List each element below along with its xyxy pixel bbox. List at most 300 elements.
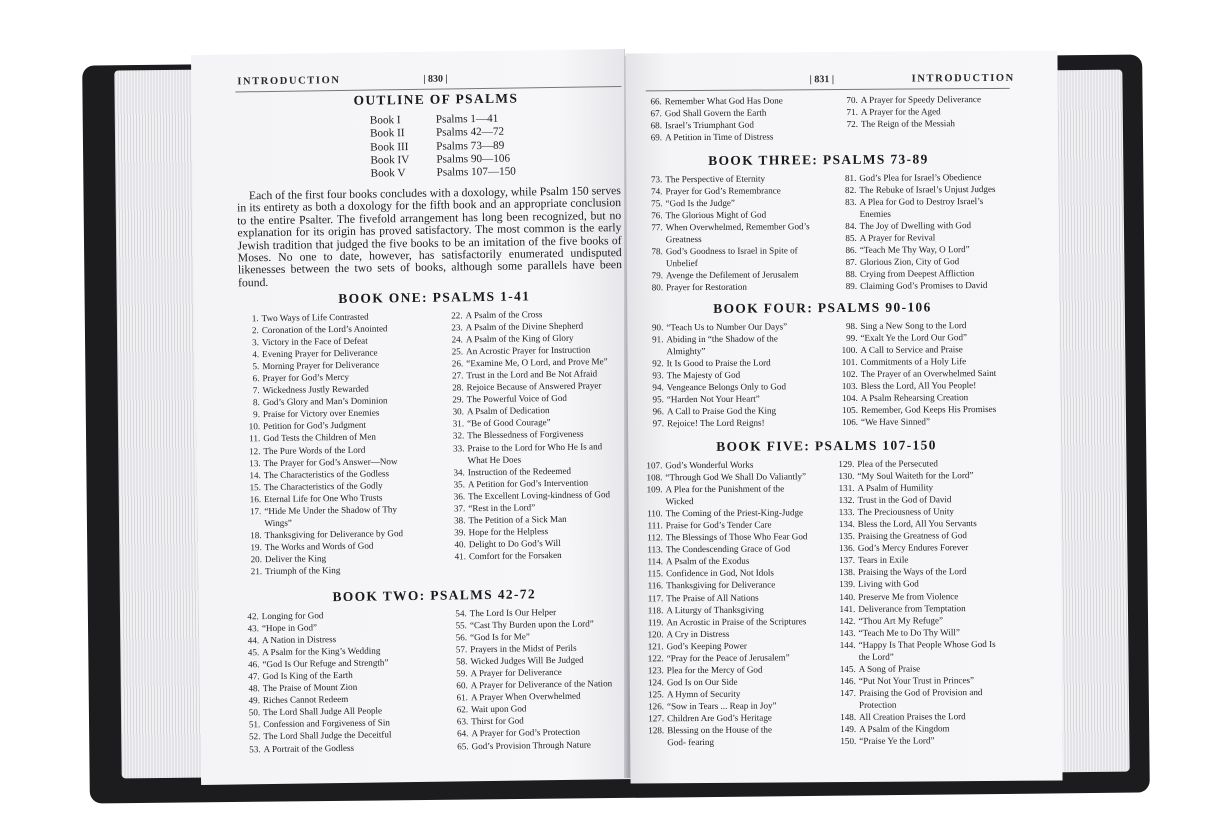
psalm-number: 42. bbox=[247, 611, 259, 622]
psalm-title-continuation: Greatness bbox=[665, 234, 702, 245]
psalm-number: 51. bbox=[248, 719, 261, 730]
psalm-number: 39. bbox=[454, 527, 466, 538]
book-three-col1 bbox=[642, 172, 810, 294]
psalm-title: An Acrostic Prayer for Instruction bbox=[466, 344, 591, 357]
psalm-title: God’s Glory and Man’s Dominion bbox=[262, 395, 388, 408]
psalm-title: Praise for God’s Tender Care bbox=[665, 519, 772, 531]
psalm-number: 101. bbox=[841, 357, 858, 368]
psalm-number: 134. bbox=[838, 519, 855, 530]
psalm-title: The Coming of the Priest-King-Judge bbox=[665, 507, 804, 519]
psalm-number: 87. bbox=[845, 257, 857, 268]
list-item bbox=[446, 548, 611, 562]
psalm-title: God Shall Govern the Earth bbox=[664, 107, 767, 119]
list-item bbox=[838, 379, 997, 392]
list-item bbox=[644, 369, 788, 382]
psalm-number: 33. bbox=[452, 442, 465, 453]
list-item bbox=[242, 527, 404, 541]
outline-table bbox=[370, 113, 516, 182]
outline-range: Psalms 107—150 bbox=[436, 165, 516, 179]
psalm-number: 138. bbox=[839, 567, 856, 578]
psalm-title: “Teach Us to Number Our Days” bbox=[666, 321, 788, 333]
psalm-title: Tears in Exile bbox=[857, 554, 909, 566]
psalm-title: The Petition of a Sick Man bbox=[468, 513, 567, 526]
outline-range: Psalms 73—89 bbox=[436, 139, 505, 153]
psalm-title: A Psalm of Humility bbox=[857, 482, 934, 494]
outline-book: Book II bbox=[369, 127, 405, 140]
psalm-title: Abiding in “the Shadow of the bbox=[666, 333, 778, 345]
psalm-number: 76. bbox=[651, 210, 663, 221]
psalm-number: 94. bbox=[652, 382, 664, 393]
psalm-number: 66. bbox=[650, 96, 662, 107]
psalm-title: “Exalt Ye the Lord Our God” bbox=[860, 332, 968, 343]
psalm-number: 62. bbox=[456, 704, 469, 715]
continued-col2 bbox=[838, 93, 981, 130]
list-item bbox=[837, 343, 996, 356]
psalm-number: 83. bbox=[845, 197, 857, 208]
psalm-number: 86. bbox=[845, 245, 857, 256]
psalm-title: All Creation Praises the Lord bbox=[859, 711, 966, 722]
list-item bbox=[838, 105, 981, 118]
psalm-title: The Works and Words of God bbox=[264, 540, 374, 552]
book-two-heading: BOOK TWO: PSALMS 42-72 bbox=[332, 586, 537, 605]
psalm-title: The Rebuke of Israel’s Unjust Judges bbox=[859, 183, 996, 195]
psalm-title: God Is King of the Earth bbox=[262, 670, 353, 682]
psalm-number: 7. bbox=[252, 385, 260, 396]
list-item bbox=[449, 738, 614, 752]
psalm-title: Wickedness Justly Rewarded bbox=[262, 383, 369, 396]
psalm-title: Thanksgiving for Deliverance bbox=[666, 579, 776, 591]
list-item bbox=[643, 245, 810, 258]
psalm-title: Praising the Ways of the Lord bbox=[858, 566, 967, 578]
psalm-number: 9. bbox=[253, 409, 261, 420]
list-item bbox=[642, 119, 783, 132]
psalm-title: A Call to Service and Praise bbox=[860, 344, 963, 355]
book-five-col2 bbox=[828, 457, 996, 747]
psalm-number: 131. bbox=[838, 483, 855, 494]
book-three-col2 bbox=[836, 171, 996, 293]
psalm-title-continuation: God- fearing bbox=[667, 736, 715, 748]
psalm-number: 6. bbox=[252, 373, 260, 384]
psalm-number: 144. bbox=[839, 639, 856, 650]
psalm-number: 133. bbox=[838, 507, 855, 518]
psalm-title: Living with God bbox=[858, 578, 919, 590]
outline-book: Book I bbox=[369, 114, 401, 127]
psalm-title: “Teach Me to Do Thy Will” bbox=[858, 626, 960, 638]
psalm-title: “My Soul Waiteth for the Lord” bbox=[857, 470, 974, 481]
psalm-number: 89. bbox=[845, 281, 858, 292]
psalm-title: Victory in the Face of Defeat bbox=[261, 335, 368, 348]
psalm-number: 109. bbox=[646, 484, 663, 495]
psalm-number: 58. bbox=[455, 656, 468, 667]
list-item bbox=[636, 482, 807, 495]
psalm-title: Wicked Judges Will Be Judged bbox=[470, 654, 584, 667]
psalm-number: 45. bbox=[247, 647, 260, 658]
psalm-title: “Pray for the Peace of Jerusalem” bbox=[666, 652, 790, 663]
psalm-title: A Petition for God’s Intervention bbox=[467, 477, 589, 489]
psalm-title: A Hymn of Security bbox=[666, 688, 741, 700]
psalm-number: 61. bbox=[456, 692, 468, 703]
psalm-number: 114. bbox=[647, 556, 664, 567]
list-item bbox=[830, 686, 996, 699]
psalm-number: 95. bbox=[652, 394, 664, 405]
psalm-number: 104. bbox=[841, 393, 858, 404]
running-head: INTRODUCTION bbox=[911, 72, 1015, 85]
psalm-number: 110. bbox=[647, 508, 663, 519]
header-rule bbox=[646, 88, 1010, 92]
psalm-number: 55. bbox=[455, 620, 467, 631]
psalm-number: 85. bbox=[845, 233, 857, 244]
list-item bbox=[830, 710, 996, 723]
left-page bbox=[191, 49, 635, 785]
book-three-heading: BOOK THREE: PSALMS 73-89 bbox=[708, 151, 929, 168]
outline-range: Psalms 42—72 bbox=[435, 125, 505, 139]
psalm-title-continuation: the Lord” bbox=[858, 651, 894, 662]
psalm-title: A Psalm of the Kingdom bbox=[859, 723, 950, 734]
psalm-number: 107. bbox=[646, 460, 663, 471]
psalm-title: “Be of Good Courage” bbox=[467, 417, 551, 429]
psalm-title: The Prayer of an Overwhelmed Saint bbox=[860, 368, 997, 380]
psalm-number: 37. bbox=[453, 503, 466, 514]
page-number: | 831 | bbox=[809, 74, 835, 86]
psalm-number: 125. bbox=[647, 689, 664, 700]
psalm-number: 17. bbox=[249, 505, 262, 517]
psalm-title: “Examine Me, O Lord, and Prove Me” bbox=[466, 356, 608, 369]
psalm-title: The Excellent Loving-kindness of God bbox=[468, 488, 611, 501]
psalm-title: God’s Mercy Endures Forever bbox=[857, 542, 969, 554]
list-item bbox=[644, 405, 788, 418]
psalm-title: Two Ways of Life Contrasted bbox=[261, 311, 369, 324]
psalm-number: 139. bbox=[839, 579, 856, 590]
psalm-title: “Hope in God” bbox=[261, 622, 318, 634]
psalm-title: Eternal Life for One Who Trusts bbox=[264, 492, 383, 504]
psalm-title: Thanksgiving for Deliverance by God bbox=[264, 527, 404, 540]
list-item bbox=[241, 741, 392, 755]
psalm-number: 38. bbox=[454, 515, 466, 526]
psalm-number: 4. bbox=[252, 349, 260, 360]
list-item bbox=[837, 219, 996, 232]
psalm-number: 90. bbox=[651, 322, 664, 333]
psalm-number: 149. bbox=[840, 723, 857, 735]
list-item bbox=[838, 403, 997, 416]
psalm-title: Plea for the Mercy of God bbox=[666, 664, 763, 676]
psalm-number: 106. bbox=[842, 417, 859, 428]
psalm-title: A Psalm of the Divine Shepherd bbox=[465, 320, 584, 333]
list-item bbox=[830, 638, 996, 651]
psalm-title: Confession and Forgiveness of Sin bbox=[263, 717, 390, 730]
psalm-number: 1. bbox=[251, 313, 259, 324]
psalm-number: 49. bbox=[248, 695, 261, 706]
psalm-title: The Praise of All Nations bbox=[666, 592, 759, 603]
list-item bbox=[830, 722, 996, 735]
psalm-title: The Prayer for God’s Answer—Now bbox=[263, 455, 398, 468]
psalm-number: 118. bbox=[647, 604, 664, 615]
psalm-title: Prayer for Restoration bbox=[666, 282, 747, 293]
psalm-number: 32. bbox=[452, 430, 465, 441]
psalm-title: Instruction of the Redeemed bbox=[467, 465, 572, 477]
list-item bbox=[828, 469, 994, 482]
psalm-number: 122. bbox=[647, 653, 664, 664]
list-item bbox=[444, 440, 609, 454]
psalm-number: 68. bbox=[650, 120, 662, 131]
psalm-number: 132. bbox=[838, 495, 855, 506]
psalm-title: Children Are God’s Heritage bbox=[667, 712, 772, 724]
psalm-number: 28. bbox=[452, 382, 464, 393]
list-item bbox=[643, 220, 810, 233]
psalm-number: 57. bbox=[455, 644, 468, 655]
list-item bbox=[643, 332, 787, 345]
list-item bbox=[642, 106, 783, 119]
psalm-number: 63. bbox=[456, 716, 469, 727]
psalm-number: 126. bbox=[648, 701, 665, 712]
list-item bbox=[644, 417, 788, 430]
psalm-title: The Blessings of Those Who Fear God bbox=[665, 531, 808, 543]
psalm-number: 141. bbox=[839, 603, 856, 614]
list-item bbox=[836, 183, 995, 196]
psalm-number: 41. bbox=[454, 551, 467, 562]
psalm-title: Praising the God of Provision and bbox=[858, 686, 983, 698]
psalm-title: A Psalm of the King of Glory bbox=[465, 332, 574, 345]
psalm-title: Riches Cannot Redeem bbox=[262, 694, 349, 706]
psalm-title: Bless the Lord, All You People! bbox=[860, 380, 977, 392]
psalm-number: 40. bbox=[454, 539, 466, 550]
psalm-number: 99. bbox=[846, 332, 858, 344]
psalm-title: The Lord Shall Judge All People bbox=[263, 705, 383, 718]
psalm-title: The Pure Words of the Lord bbox=[263, 444, 366, 456]
list-item bbox=[837, 279, 996, 292]
psalm-number: 92. bbox=[652, 358, 664, 369]
psalm-title-continuation: Protection bbox=[858, 699, 897, 710]
outline-title: OUTLINE OF PSALMS bbox=[353, 90, 519, 108]
outline-book: Book V bbox=[370, 167, 406, 180]
psalm-number: 2. bbox=[251, 325, 259, 336]
list-item bbox=[830, 674, 996, 687]
psalm-number: 119. bbox=[647, 616, 664, 627]
psalm-number: 13. bbox=[249, 457, 261, 468]
psalm-number: 53. bbox=[249, 743, 261, 754]
psalm-title: Commitments of a Holy Life bbox=[860, 356, 967, 368]
outline-book: Book IV bbox=[370, 153, 410, 167]
psalm-number: 136. bbox=[838, 543, 855, 554]
psalm-title: Coronation of the Lord’s Anointed bbox=[261, 323, 388, 336]
book-two-col2 bbox=[447, 605, 613, 752]
psalm-title: Rejoice Because of Answered Prayer bbox=[466, 380, 602, 393]
psalm-title: A Petition in Time of Distress bbox=[665, 131, 774, 143]
psalm-title: The Majesty of God bbox=[666, 369, 741, 381]
list-item bbox=[838, 391, 997, 404]
psalm-title: It Is Good to Praise the Lord bbox=[666, 357, 771, 369]
psalm-title: “Teach Me Thy Way, O Lord” bbox=[859, 244, 970, 256]
psalm-number: 50. bbox=[248, 707, 261, 718]
list-item bbox=[239, 657, 390, 671]
psalm-title: A Plea for God to Destroy Israel’s bbox=[859, 196, 984, 207]
psalm-title: A Psalm of the Cross bbox=[465, 309, 543, 321]
psalm-number: 69. bbox=[650, 132, 663, 143]
psalm-number: 35. bbox=[453, 478, 466, 490]
list-item bbox=[637, 543, 808, 556]
psalm-number: 21. bbox=[250, 566, 263, 577]
psalm-number: 147. bbox=[839, 687, 856, 698]
psalm-number: 71. bbox=[846, 106, 858, 118]
psalm-number: 27. bbox=[451, 370, 464, 381]
psalm-title: Prayer for God’s Remembrance bbox=[665, 185, 781, 197]
psalm-title: “Thou Art My Refuge” bbox=[858, 614, 944, 626]
intro-paragraph bbox=[237, 185, 622, 290]
list-item bbox=[838, 415, 997, 428]
psalm-number: 88. bbox=[845, 269, 858, 280]
psalm-title: Comfort for the Forsaken bbox=[468, 549, 562, 562]
psalm-number: 31. bbox=[452, 418, 465, 429]
book-one-col2 bbox=[443, 307, 611, 562]
psalm-title: Petition for God’s Judgment bbox=[263, 420, 366, 432]
psalm-number: 56. bbox=[455, 632, 468, 643]
psalm-title: A Prayer for Deliverance of the Nation bbox=[470, 678, 613, 691]
running-head: INTRODUCTION bbox=[237, 74, 341, 88]
psalm-title: Confidence in God, Not Idols bbox=[666, 567, 774, 579]
psalm-number: 60. bbox=[456, 680, 468, 691]
psalm-number: 128. bbox=[648, 725, 665, 736]
psalm-title: “God Is for Me” bbox=[470, 631, 531, 643]
psalm-title: Avenge the Defilement of Jerusalem bbox=[665, 269, 799, 281]
psalm-title: A Portrait of the Godless bbox=[263, 742, 355, 754]
psalm-title: Trust in the Lord and Be Not Afraid bbox=[466, 368, 598, 381]
list-item bbox=[837, 319, 996, 332]
psalm-title: God’s Keeping Power bbox=[666, 640, 747, 651]
psalm-title: When Overwhelmed, Remember God’s bbox=[665, 221, 810, 233]
psalm-number: 10. bbox=[248, 421, 261, 432]
psalm-title: Rejoice! The Lord Reigns! bbox=[667, 417, 765, 429]
psalm-number: 96. bbox=[652, 406, 664, 417]
list-item bbox=[240, 729, 391, 743]
psalm-number: 80. bbox=[651, 282, 664, 293]
psalm-title: The Preciousness of Unity bbox=[857, 506, 954, 518]
psalm-number: 67. bbox=[650, 108, 662, 119]
psalm-number: 116. bbox=[647, 580, 664, 591]
psalm-title: The Glorious Might of God bbox=[665, 209, 767, 221]
psalm-number: 121. bbox=[647, 640, 664, 652]
psalm-number: 145. bbox=[839, 663, 856, 674]
list-item bbox=[643, 281, 810, 294]
list-item bbox=[643, 269, 810, 282]
list-item bbox=[644, 381, 788, 394]
psalm-number: 98. bbox=[845, 320, 858, 331]
psalm-title: Prayer for God’s Mercy bbox=[262, 372, 350, 384]
list-item bbox=[239, 322, 401, 336]
psalm-number: 5. bbox=[252, 361, 260, 372]
psalm-title: A Plea for the Punishment of the bbox=[665, 483, 785, 495]
list-item bbox=[642, 94, 783, 107]
psalm-number: 54. bbox=[455, 608, 467, 619]
psalm-title: Bless the Lord, All You Servants bbox=[857, 518, 977, 530]
psalm-title: Trust in the God of David bbox=[857, 494, 952, 506]
book-one-col1 bbox=[239, 310, 404, 577]
psalm-title: Longing for God bbox=[261, 610, 324, 622]
list-item bbox=[642, 131, 783, 144]
list-item bbox=[838, 93, 981, 106]
list-item bbox=[837, 255, 996, 268]
book-two-col1 bbox=[239, 608, 392, 755]
psalm-number: 124. bbox=[647, 677, 664, 688]
psalm-title: The Powerful Voice of God bbox=[466, 393, 568, 405]
psalm-title: Remember What God Has Done bbox=[664, 95, 783, 107]
continued-col1 bbox=[642, 94, 783, 143]
psalm-number: 112. bbox=[647, 532, 663, 543]
psalm-number: 77. bbox=[651, 222, 663, 233]
list-item bbox=[445, 488, 610, 502]
psalm-number: 113. bbox=[647, 544, 663, 555]
psalm-title-continuation: Wicked bbox=[665, 496, 694, 507]
psalm-title: Plea of the Persecuted bbox=[857, 458, 938, 469]
psalm-number: 137. bbox=[839, 555, 856, 566]
psalm-title-continuation: Almighty” bbox=[666, 346, 706, 357]
list-item bbox=[644, 357, 788, 370]
psalm-number: 15. bbox=[249, 481, 262, 492]
psalm-number: 65. bbox=[457, 740, 469, 751]
psalm-title: The Lord Is Our Helper bbox=[469, 607, 557, 619]
psalm-title: A Nation in Distress bbox=[262, 634, 337, 646]
psalm-number: 20. bbox=[250, 554, 263, 565]
psalm-title: “Cast Thy Burden upon the Lord” bbox=[469, 618, 594, 631]
psalm-number: 143. bbox=[839, 627, 856, 638]
psalm-title: A Prayer for Deliverance bbox=[470, 667, 562, 679]
psalm-title: The Joy of Dwelling with God bbox=[859, 220, 972, 232]
psalm-number: 123. bbox=[647, 665, 664, 676]
right-page bbox=[625, 51, 1062, 784]
psalm-number: 46. bbox=[247, 659, 260, 670]
psalm-number: 74. bbox=[651, 186, 663, 197]
psalm-number: 79. bbox=[651, 270, 664, 281]
psalm-title-continuation: What He Does bbox=[467, 454, 522, 465]
psalm-number: 43. bbox=[247, 623, 260, 634]
psalm-title: Wait upon God bbox=[471, 703, 527, 715]
psalm-number: 11. bbox=[249, 433, 261, 444]
psalm-number: 36. bbox=[453, 490, 466, 502]
book-four-col1 bbox=[643, 320, 788, 429]
psalm-title: God Tests the Children of Men bbox=[263, 431, 376, 444]
psalm-number: 22. bbox=[451, 310, 463, 321]
list-item bbox=[637, 615, 808, 628]
psalm-title: Evening Prayer for Deliverance bbox=[262, 347, 378, 360]
psalm-title: Claiming God’s Promises to David bbox=[860, 280, 988, 292]
psalm-title: “Harden Not Your Heart” bbox=[666, 393, 760, 405]
psalm-title: “Rest in the Lord” bbox=[468, 502, 536, 513]
list-item bbox=[836, 171, 995, 184]
list-item bbox=[837, 331, 996, 344]
psalm-title: Praising the Greatness of God bbox=[857, 530, 967, 542]
psalm-title: Preserve Me from Violence bbox=[858, 590, 959, 602]
psalm-number: 97. bbox=[652, 418, 665, 429]
psalm-number: 70. bbox=[846, 94, 858, 105]
psalm-number: 23. bbox=[451, 322, 463, 333]
psalm-title: Deliverance from Temptation bbox=[858, 602, 966, 614]
list-item bbox=[837, 267, 996, 280]
psalm-number: 127. bbox=[648, 713, 665, 724]
psalm-number: 108. bbox=[646, 472, 663, 483]
psalm-title: “Through God We Shall Do Valiantly” bbox=[665, 471, 807, 483]
psalm-number: 115. bbox=[647, 568, 664, 579]
list-item bbox=[637, 506, 808, 519]
psalm-number: 91. bbox=[652, 334, 664, 345]
psalm-number: 25. bbox=[451, 346, 464, 357]
psalm-title: A Prayer for Revival bbox=[859, 232, 936, 244]
outline-range: Psalms 90—106 bbox=[436, 152, 511, 166]
psalm-number: 100. bbox=[841, 344, 858, 356]
list-item bbox=[644, 393, 788, 406]
psalm-title: “Sow in Tears ... Reap in Joy” bbox=[666, 700, 777, 712]
psalm-title: “We Have Sinned” bbox=[861, 416, 931, 428]
psalm-title: God Is on Our Side bbox=[666, 676, 738, 688]
psalm-title: Praise to the Lord for Who He Is and bbox=[467, 440, 603, 453]
outline-range: Psalms 1—41 bbox=[435, 112, 499, 126]
